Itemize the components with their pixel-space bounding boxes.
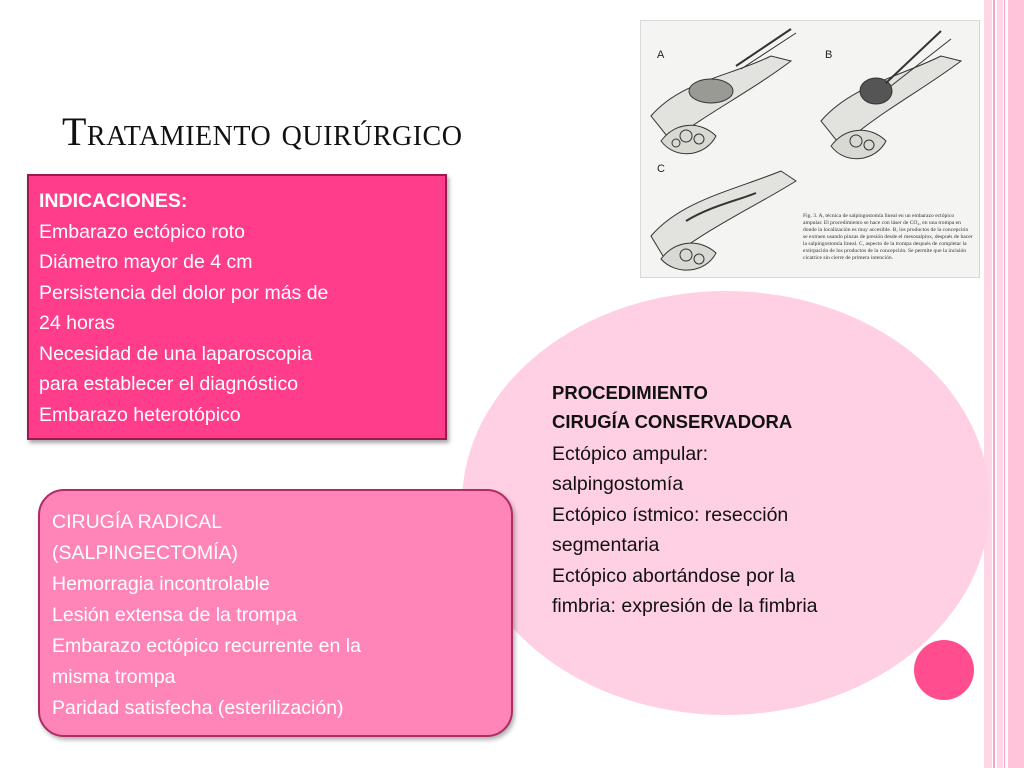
- conservative-surgery-heading: CIRUGÍA CONSERVADORA: [552, 410, 793, 432]
- decorative-stripes: [984, 0, 1024, 768]
- panel-label-b: B: [825, 49, 833, 61]
- procedure-item: salpingostomía: [552, 473, 684, 495]
- radical-item: Paridad satisfecha (esterilización): [52, 697, 344, 719]
- indication-item: para establecer el diagnóstico: [39, 373, 299, 395]
- indications-heading: INDICACIONES:: [39, 190, 188, 212]
- decorative-dot: [914, 640, 974, 700]
- indication-item: Diámetro mayor de 4 cm: [39, 251, 253, 273]
- indication-item: Embarazo heterotópico: [39, 403, 241, 426]
- slide-title: Tratamiento quirúrgico: [62, 109, 463, 154]
- stripe: [993, 0, 995, 768]
- procedure-item: Ectópico ístmico: resección: [552, 503, 789, 526]
- radical-surgery-heading: CIRUGÍA RADICAL: [52, 511, 223, 533]
- stripe: [997, 0, 1003, 768]
- indication-item: Necesidad de una laparoscopia: [39, 342, 313, 365]
- procedure-item: fimbria: expresión de la fimbria: [552, 595, 818, 617]
- indication-item: 24 horas: [39, 312, 115, 334]
- procedure-item: segmentaria: [552, 534, 660, 556]
- panel-label-a: A: [657, 49, 665, 61]
- panel-b-drawing: [821, 31, 961, 159]
- indication-item: Embarazo ectópico roto: [39, 220, 245, 243]
- indications-box: [27, 174, 447, 440]
- stripe: [1004, 0, 1005, 768]
- procedure-item: Ectópico ampular:: [552, 442, 709, 465]
- indication-item: Persistencia del dolor por más de: [39, 281, 329, 304]
- radical-item: Lesión extensa de la trompa: [52, 604, 297, 626]
- stripe: [1008, 0, 1024, 768]
- procedure-item: Ectópico abortándose por la: [552, 564, 795, 587]
- panel-c-drawing: [651, 171, 796, 270]
- radical-surgery-box: [38, 489, 513, 737]
- salpingectomy-heading: (SALPINGECTOMÍA): [52, 542, 239, 564]
- panel-a-drawing: [651, 29, 796, 154]
- stripe: [984, 0, 992, 768]
- surgery-illustration: [640, 20, 980, 278]
- radical-item: Hemorragia incontrolable: [52, 573, 270, 595]
- radical-item: misma trompa: [52, 666, 176, 688]
- procedure-text: [552, 378, 818, 622]
- panel-label-c: C: [657, 163, 665, 175]
- radical-item: Embarazo ectópico recurrente en la: [52, 635, 361, 657]
- procedure-heading: PROCEDIMIENTO: [552, 382, 708, 403]
- figure-caption: Fig. 3. A, técnica de salpingostomía lineal en un embarazo ectópico ampular. El procedimiento se hace con láser de CO₂, en una trompa en donde la localización es muy accesible. B, los productos de la concepción se extraen usando pinzas de presión desde el mesosalpinx, después de hacer la salpingostomía lineal. C, aspecto de la trompa después de completar la extirpación de los productos de la concepción. Se permite que la incisión cicatrice sin cierre de primera intención.: [803, 213, 973, 261]
